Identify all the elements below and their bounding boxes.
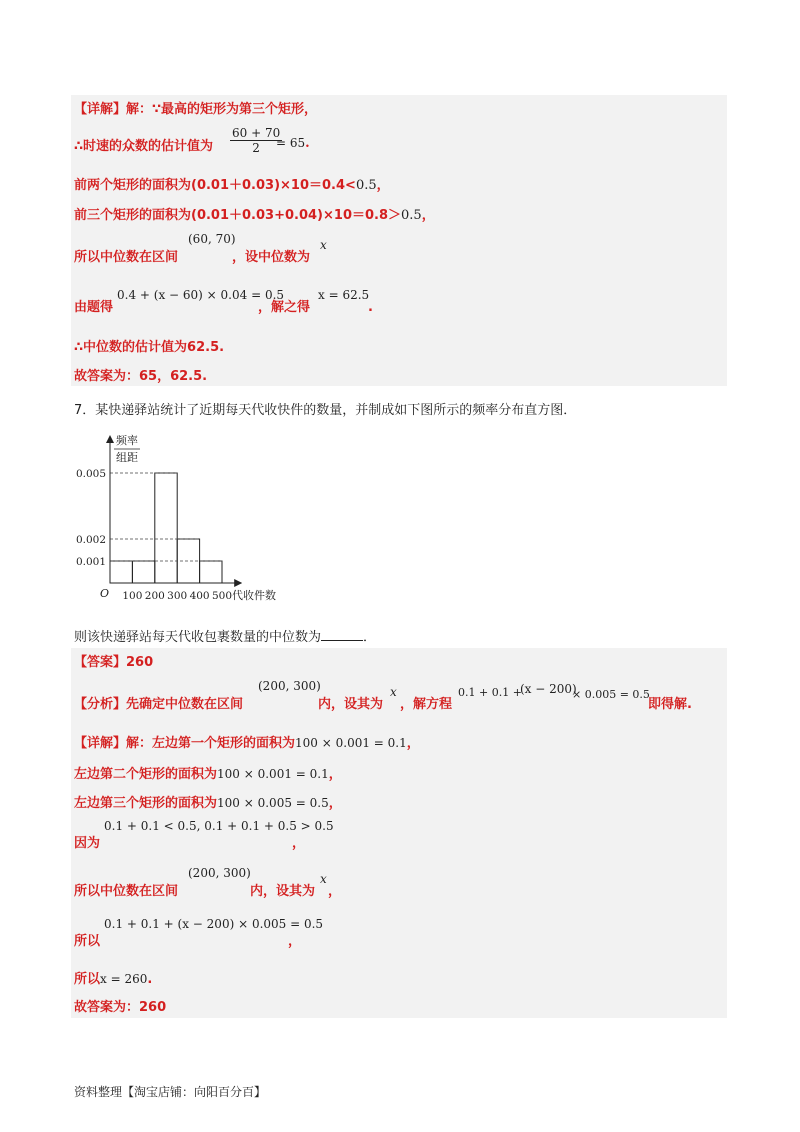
y-axis-label-top: 频率	[116, 434, 138, 447]
prev-three-rect-line: 前三个矩形的面积为(0.01＋0.03+0.04)×10＝0.8＞0.5，	[74, 208, 435, 223]
analysis-interval: (200, 300)	[258, 679, 321, 693]
x-tick-label: 200	[144, 590, 165, 602]
analysis-mid2: ，解方程	[400, 697, 453, 712]
interval-60-70: (60, 70)	[188, 232, 236, 246]
prev-interval-mid: ，设中位数为	[232, 250, 311, 265]
detail-equation: 0.1 + 0.1 + (x − 200) × 0.005 = 0.5	[104, 917, 324, 931]
answer-blank[interactable]	[321, 628, 363, 641]
analysis-mid: 内，设其为	[318, 697, 384, 712]
detail-line-6-post: ，	[288, 934, 302, 949]
detail-line-4-post: ，	[292, 836, 306, 851]
detail-line-4: 因为	[74, 836, 101, 851]
detail-line-1: 【详解】解：左边第一个矩形的面积为100 × 0.001 = 0.1，	[74, 736, 420, 751]
detail-label: 【详解】	[74, 102, 127, 117]
y-tick-label: 0.005	[75, 468, 106, 480]
detail-line-5-mid: 内，设其为	[250, 884, 316, 899]
prev-equation-post: .	[368, 300, 373, 315]
question-7: 7．某快递驿站统计了近期每天代收快件的数量，并制成如下图所示的频率分布直方图．	[74, 403, 577, 418]
analysis-equation-a: 0.1 + 0.1 +	[458, 686, 522, 699]
prev-equation-label: 由题得	[74, 300, 114, 315]
x-tick-label: 500	[211, 590, 233, 602]
prev-median-line: ∴中位数的估计值为62.5.	[74, 340, 225, 355]
prev-detail-line: 【详解】解：∵最高的矩形为第三个矩形，	[74, 102, 318, 117]
histogram-chart	[64, 428, 304, 608]
mode-fraction-rhs: = 65.	[276, 136, 310, 151]
mode-fraction: $\frac{60 + 70}{2}$	[232, 126, 281, 155]
histogram-bar	[155, 473, 177, 583]
analysis-equation-b: (x − 200)	[520, 682, 577, 696]
analysis-post: 即得解.	[648, 697, 692, 712]
histogram-bar	[110, 561, 132, 583]
x-tick-label: 400	[189, 590, 210, 602]
detail-inequality: 0.1 + 0.1 < 0.5, 0.1 + 0.1 + 0.5 > 0.5	[104, 819, 334, 833]
prev-equation-mid: ，解之得	[258, 300, 311, 315]
analysis-var-x: x	[390, 685, 397, 699]
detail-line-5: 所以中位数在区间	[74, 884, 179, 899]
x-tick-label: 100	[122, 590, 143, 602]
prev-mode-line: ∴时速的众数的估计值为	[74, 139, 214, 154]
y-tick-label: 0.002	[75, 534, 106, 546]
prev-equation: 0.4 + (x − 60) × 0.04 = 0.5	[117, 288, 285, 302]
detail-line-6: 所以	[74, 934, 101, 949]
y-axis-label-bottom: 组距	[116, 451, 138, 464]
analysis-line: 【分析】先确定中位数在区间	[74, 697, 244, 712]
prev-solution-x: x = 62.5	[318, 288, 370, 302]
var-x: x	[320, 238, 327, 252]
histogram-bar	[200, 561, 222, 583]
histogram-bar	[132, 561, 154, 583]
origin-label: O	[100, 587, 110, 600]
detail-line-3: 左边第三个矩形的面积为100 × 0.005 = 0.5，	[74, 796, 342, 811]
x-axis-label: 代收件数	[232, 589, 276, 602]
detail-line-2: 左边第二个矩形的面积为100 × 0.001 = 0.1，	[74, 767, 342, 782]
detail-interval: (200, 300)	[188, 866, 251, 880]
footer-source: 资料整理【淘宝店铺：向阳百分百】	[74, 1085, 267, 1099]
question-ask: 则该快递驿站每天代收包裹数量的中位数为 ．	[74, 630, 377, 645]
answer-line: 【答案】260	[74, 655, 154, 670]
detail-line-8: 故答案为：260	[74, 1000, 167, 1015]
x-tick-label: 300	[167, 590, 188, 602]
prev-two-rect-line: 前两个矩形的面积为(0.01＋0.03)×10＝0.4<0.5，	[74, 178, 390, 193]
detail-line-5-post: ，	[328, 884, 342, 899]
prev-answer-line: 故答案为：65，62.5.	[74, 369, 208, 384]
detail-line-7: 所以x = 260.	[74, 972, 153, 987]
detail-var-x: x	[320, 872, 327, 886]
analysis-equation-c: × 0.005 = 0.5	[572, 688, 650, 701]
prev-interval-line: 所以中位数在区间	[74, 250, 179, 265]
y-tick-label: 0.001	[75, 556, 106, 568]
